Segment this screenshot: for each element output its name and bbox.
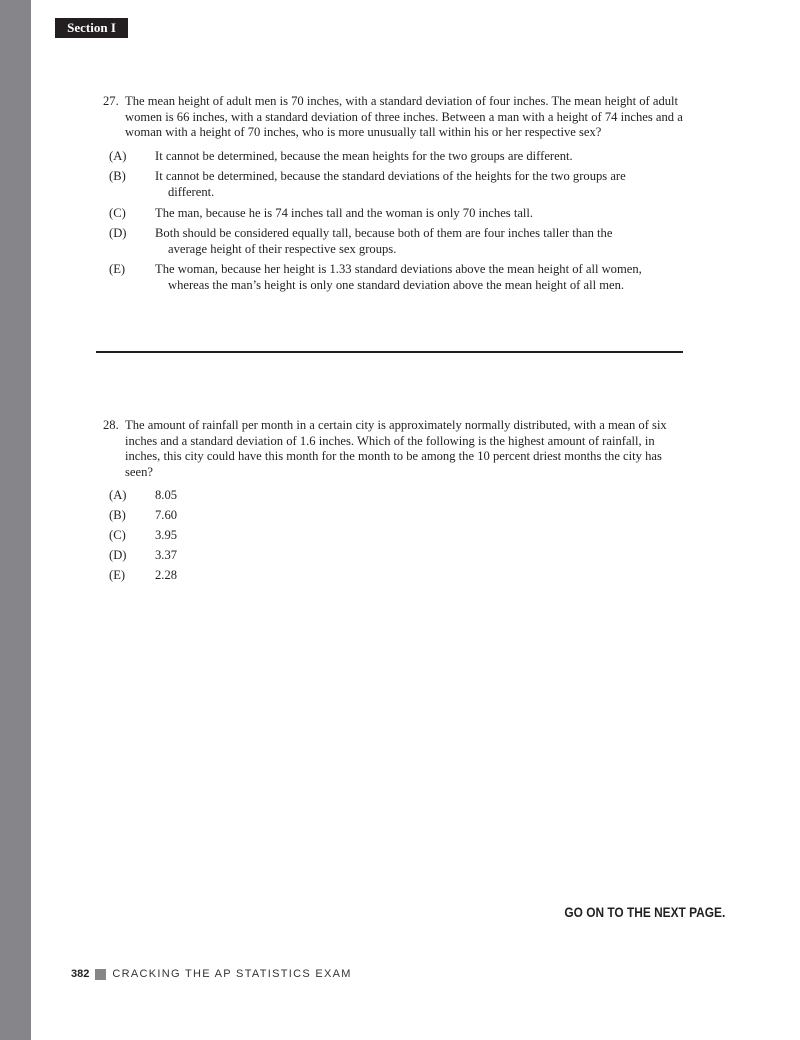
answer-choice-b[interactable] bbox=[109, 169, 683, 200]
book-title: CRACKING THE AP STATISTICS EXAM bbox=[112, 968, 352, 980]
answer-choices bbox=[109, 488, 668, 584]
go-on-notice: GO ON TO THE NEXT PAGE. bbox=[564, 904, 725, 920]
question-28 bbox=[103, 418, 668, 588]
choice-letter: (D) bbox=[109, 226, 127, 241]
section-label: Section I bbox=[55, 18, 128, 38]
choice-text: 3.37 bbox=[155, 548, 178, 563]
choice-text: It cannot be determined, because the standard deviations of the heights for the two groups are different. bbox=[155, 169, 626, 199]
answer-choice-e[interactable] bbox=[109, 568, 668, 584]
question-stem: The mean height of adult men is 70 inches, with a standard deviation of four inches. The mean height of adult women is 66 inches, with a standard deviation of three inches. Between a man with a height of 74 inches and a woman with a height of 70 inches, who is more unusually tall within his or her respective sex? bbox=[125, 94, 683, 140]
page-number: 382 bbox=[71, 968, 90, 980]
choice-text: 3.95 bbox=[155, 528, 178, 543]
answer-choice-e[interactable] bbox=[109, 262, 683, 293]
answer-choice-a[interactable] bbox=[109, 149, 683, 165]
page-footer bbox=[71, 968, 352, 980]
answer-choice-b[interactable] bbox=[109, 508, 668, 524]
choice-text: 8.05 bbox=[155, 488, 178, 503]
choice-letter: (C) bbox=[109, 205, 126, 220]
choice-letter: (A) bbox=[109, 148, 127, 163]
choice-text: The woman, because her height is 1.33 standard deviations above the mean height of all women, whereas the man’s height is only one standard deviation above the mean height of all men. bbox=[155, 262, 642, 292]
question-number: 28. bbox=[103, 418, 119, 432]
choice-text: The man, because he is 74 inches tall and the woman is only 70 inches tall. bbox=[155, 205, 534, 220]
choice-letter: (D) bbox=[109, 548, 127, 563]
answer-choice-d[interactable] bbox=[109, 226, 683, 257]
choice-letter: (B) bbox=[109, 169, 126, 184]
choice-letter: (C) bbox=[109, 528, 126, 543]
choice-letter: (E) bbox=[109, 568, 126, 583]
choice-letter: (E) bbox=[109, 262, 126, 277]
choice-text: It cannot be determined, because the mean heights for the two groups are different. bbox=[155, 148, 573, 163]
answer-choice-d[interactable] bbox=[109, 548, 668, 564]
question-27 bbox=[103, 94, 683, 299]
choice-letter: (A) bbox=[109, 488, 127, 503]
choice-text: 2.28 bbox=[155, 568, 178, 583]
page-edge-bar bbox=[0, 0, 31, 1040]
question-number: 27. bbox=[103, 94, 119, 108]
choice-text: Both should be considered equally tall, because both of them are four inches taller than the average height of their respective sex groups. bbox=[155, 226, 613, 256]
answer-choices bbox=[109, 149, 683, 294]
question-stem: The amount of rainfall per month in a certain city is approximately normally distributed, with a mean of six inches and a standard deviation of 1.6 inches. Which of the following is the highest amount of rainfall, in inches, this city could have this month for the month to be among the 10 percent driest months the city has seen? bbox=[125, 418, 667, 479]
answer-choice-a[interactable] bbox=[109, 488, 668, 504]
question-divider bbox=[96, 351, 683, 353]
answer-choice-c[interactable] bbox=[109, 528, 668, 544]
square-bullet-icon bbox=[95, 969, 106, 980]
answer-choice-c[interactable] bbox=[109, 206, 683, 222]
choice-text: 7.60 bbox=[155, 508, 178, 523]
choice-letter: (B) bbox=[109, 508, 126, 523]
